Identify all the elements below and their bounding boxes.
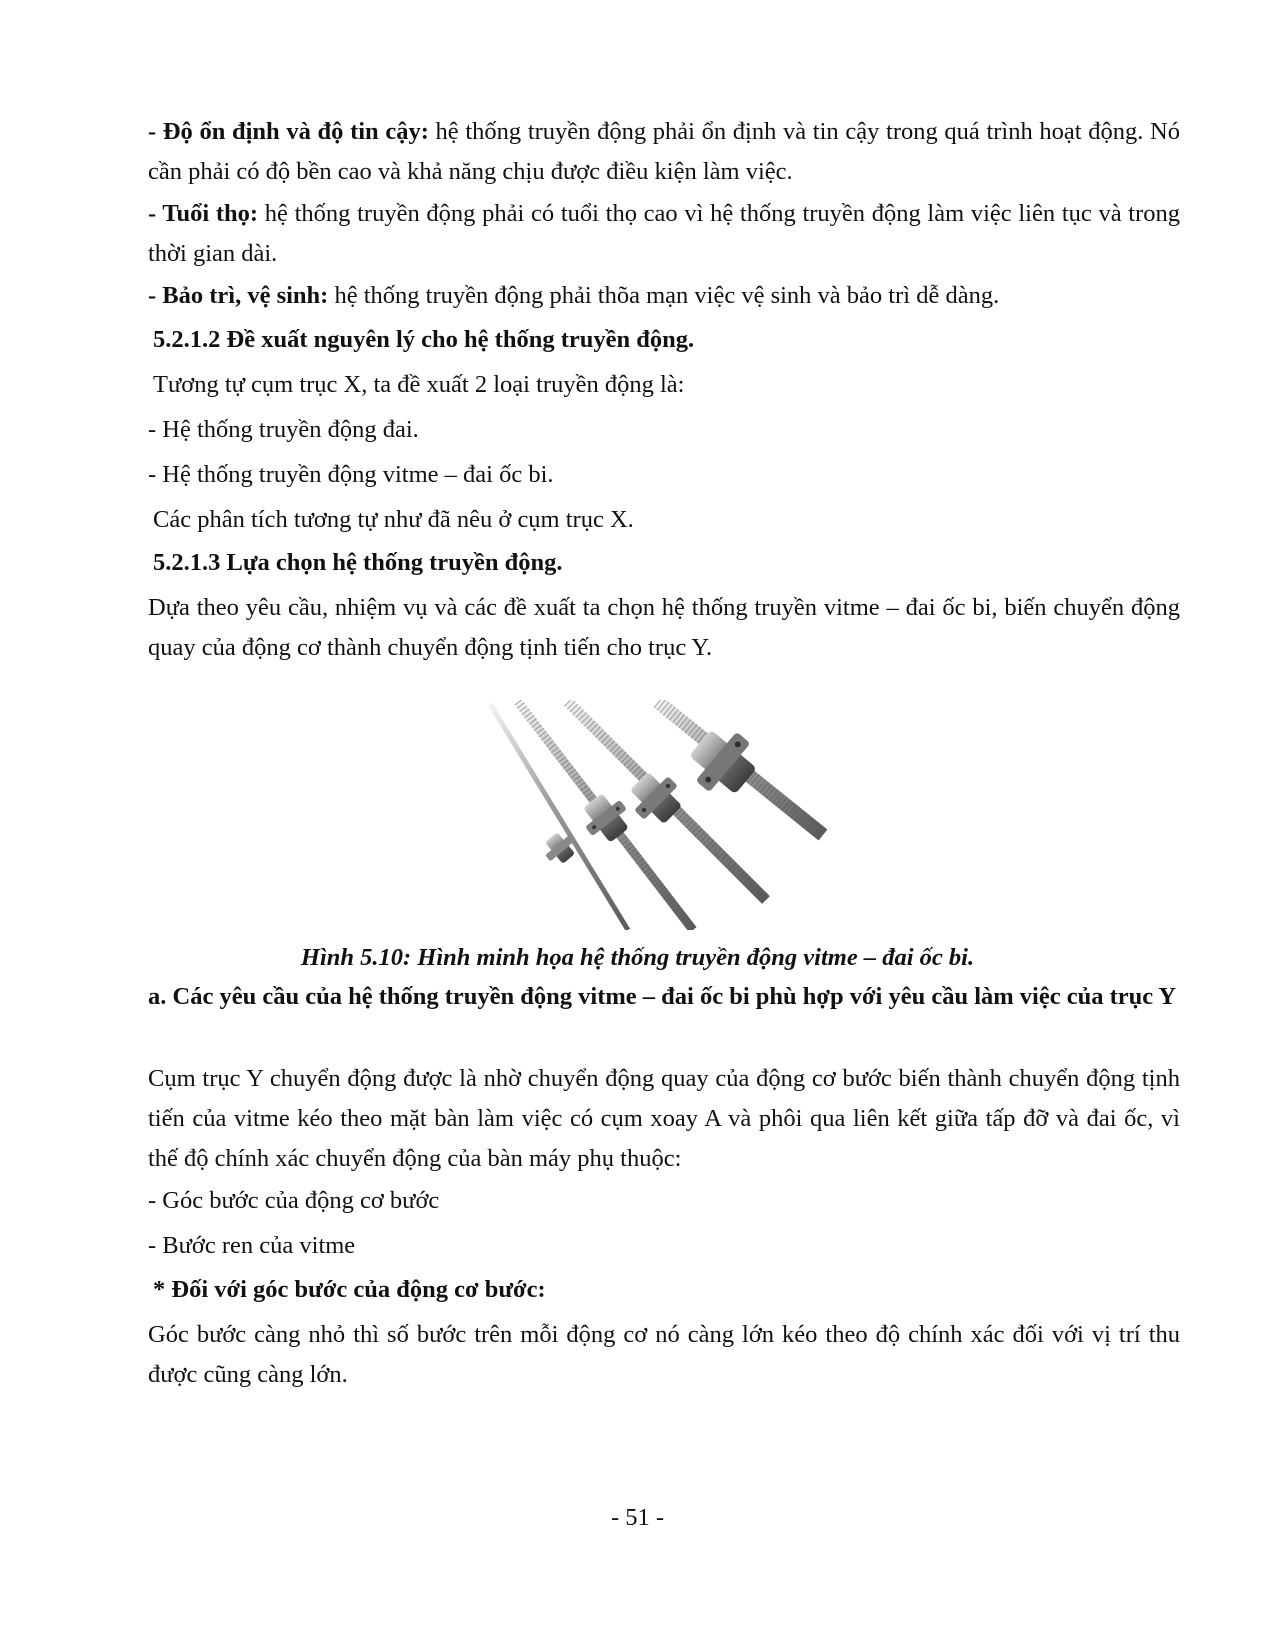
list-item-belt: - Hệ thống truyền động đai. bbox=[148, 416, 419, 443]
list-item-ballscrew: - Hệ thống truyền động vitme – đai ốc bi. bbox=[148, 461, 554, 488]
paragraph-maintenance bbox=[148, 276, 1180, 316]
paragraph-y-axis-motion: Cụm trục Y chuyển động được là nhờ chuyển động quay của động cơ bước biến thành chuyển động tịnh tiến của vitme kéo theo mặt bàn làm việc có cụm xoay A và phôi qua liên kết giữa tấp đỡ và đai ốc, vì thế độ chính xác chuyển động của bàn máy phụ thuộc: bbox=[148, 1065, 1180, 1172]
paragraph-analysis: Các phân tích tương tự như đã nêu ở cụm trục X. bbox=[153, 506, 634, 533]
heading-step-angle: * Đối với góc bước của động cơ bước: bbox=[153, 1276, 546, 1303]
heading-5-2-1-3: 5.2.1.3 Lựa chọn hệ thống truyền động. bbox=[153, 549, 563, 576]
text-stability: hệ thống truyền động phải ổn định và tin cậy trong quá trình hoạt động. Nó cần phải có độ bền cao và khả năng chịu được điều kiện làm việc. bbox=[148, 118, 1180, 185]
heading-section-a: a. Các yêu cầu của hệ thống truyền động vitme – đai ốc bi phù hợp với yêu cầu làm việc của trục Y bbox=[148, 983, 1177, 1010]
label-maintenance: - Bảo trì, vệ sinh: bbox=[148, 282, 329, 309]
paragraph-selection: Dựa theo yêu cầu, nhiệm vụ và các đề xuất ta chọn hệ thống truyền vitme – đai ốc bi, biến chuyển động quay của động cơ thành chuyển động tịnh tiến cho trục Y. bbox=[148, 594, 1180, 661]
paragraph-lifetime bbox=[148, 194, 1180, 274]
figure-caption: Hình 5.10: Hình minh họa hệ thống truyền động vitme – đai ốc bi. bbox=[300, 944, 975, 971]
list-item-step-angle: - Góc bước của động cơ bước bbox=[148, 1187, 440, 1214]
label-stability: - Độ ổn định và độ tin cậy: bbox=[148, 118, 429, 145]
page-number: - 51 - bbox=[610, 1504, 665, 1531]
paragraph-proposal: Tương tự cụm trục X, ta đề xuất 2 loại truyền động là: bbox=[153, 371, 685, 398]
text-maintenance: hệ thống truyền động phải thõa mạn việc vệ sinh và bảo trì dễ dàng. bbox=[328, 282, 1000, 309]
ballscrew-illustration bbox=[488, 700, 840, 930]
heading-5-2-1-2: 5.2.1.2 Đề xuất nguyên lý cho hệ thống truyền động. bbox=[153, 326, 695, 353]
paragraph-step-angle: Góc bước càng nhỏ thì số bước trên mỗi động cơ nó càng lớn kéo theo độ chính xác đối với vị trí thu được cũng càng lớn. bbox=[148, 1321, 1180, 1388]
ballscrew-figure bbox=[488, 700, 840, 930]
text-lifetime: hệ thống truyền động phải có tuổi thọ cao vì hệ thống truyền động làm việc liên tục và trong thời gian dài. bbox=[148, 200, 1180, 267]
paragraph-stability bbox=[148, 112, 1180, 192]
list-item-screw-pitch: - Bước ren của vitme bbox=[148, 1232, 356, 1259]
label-lifetime: - Tuổi thọ: bbox=[148, 200, 259, 227]
